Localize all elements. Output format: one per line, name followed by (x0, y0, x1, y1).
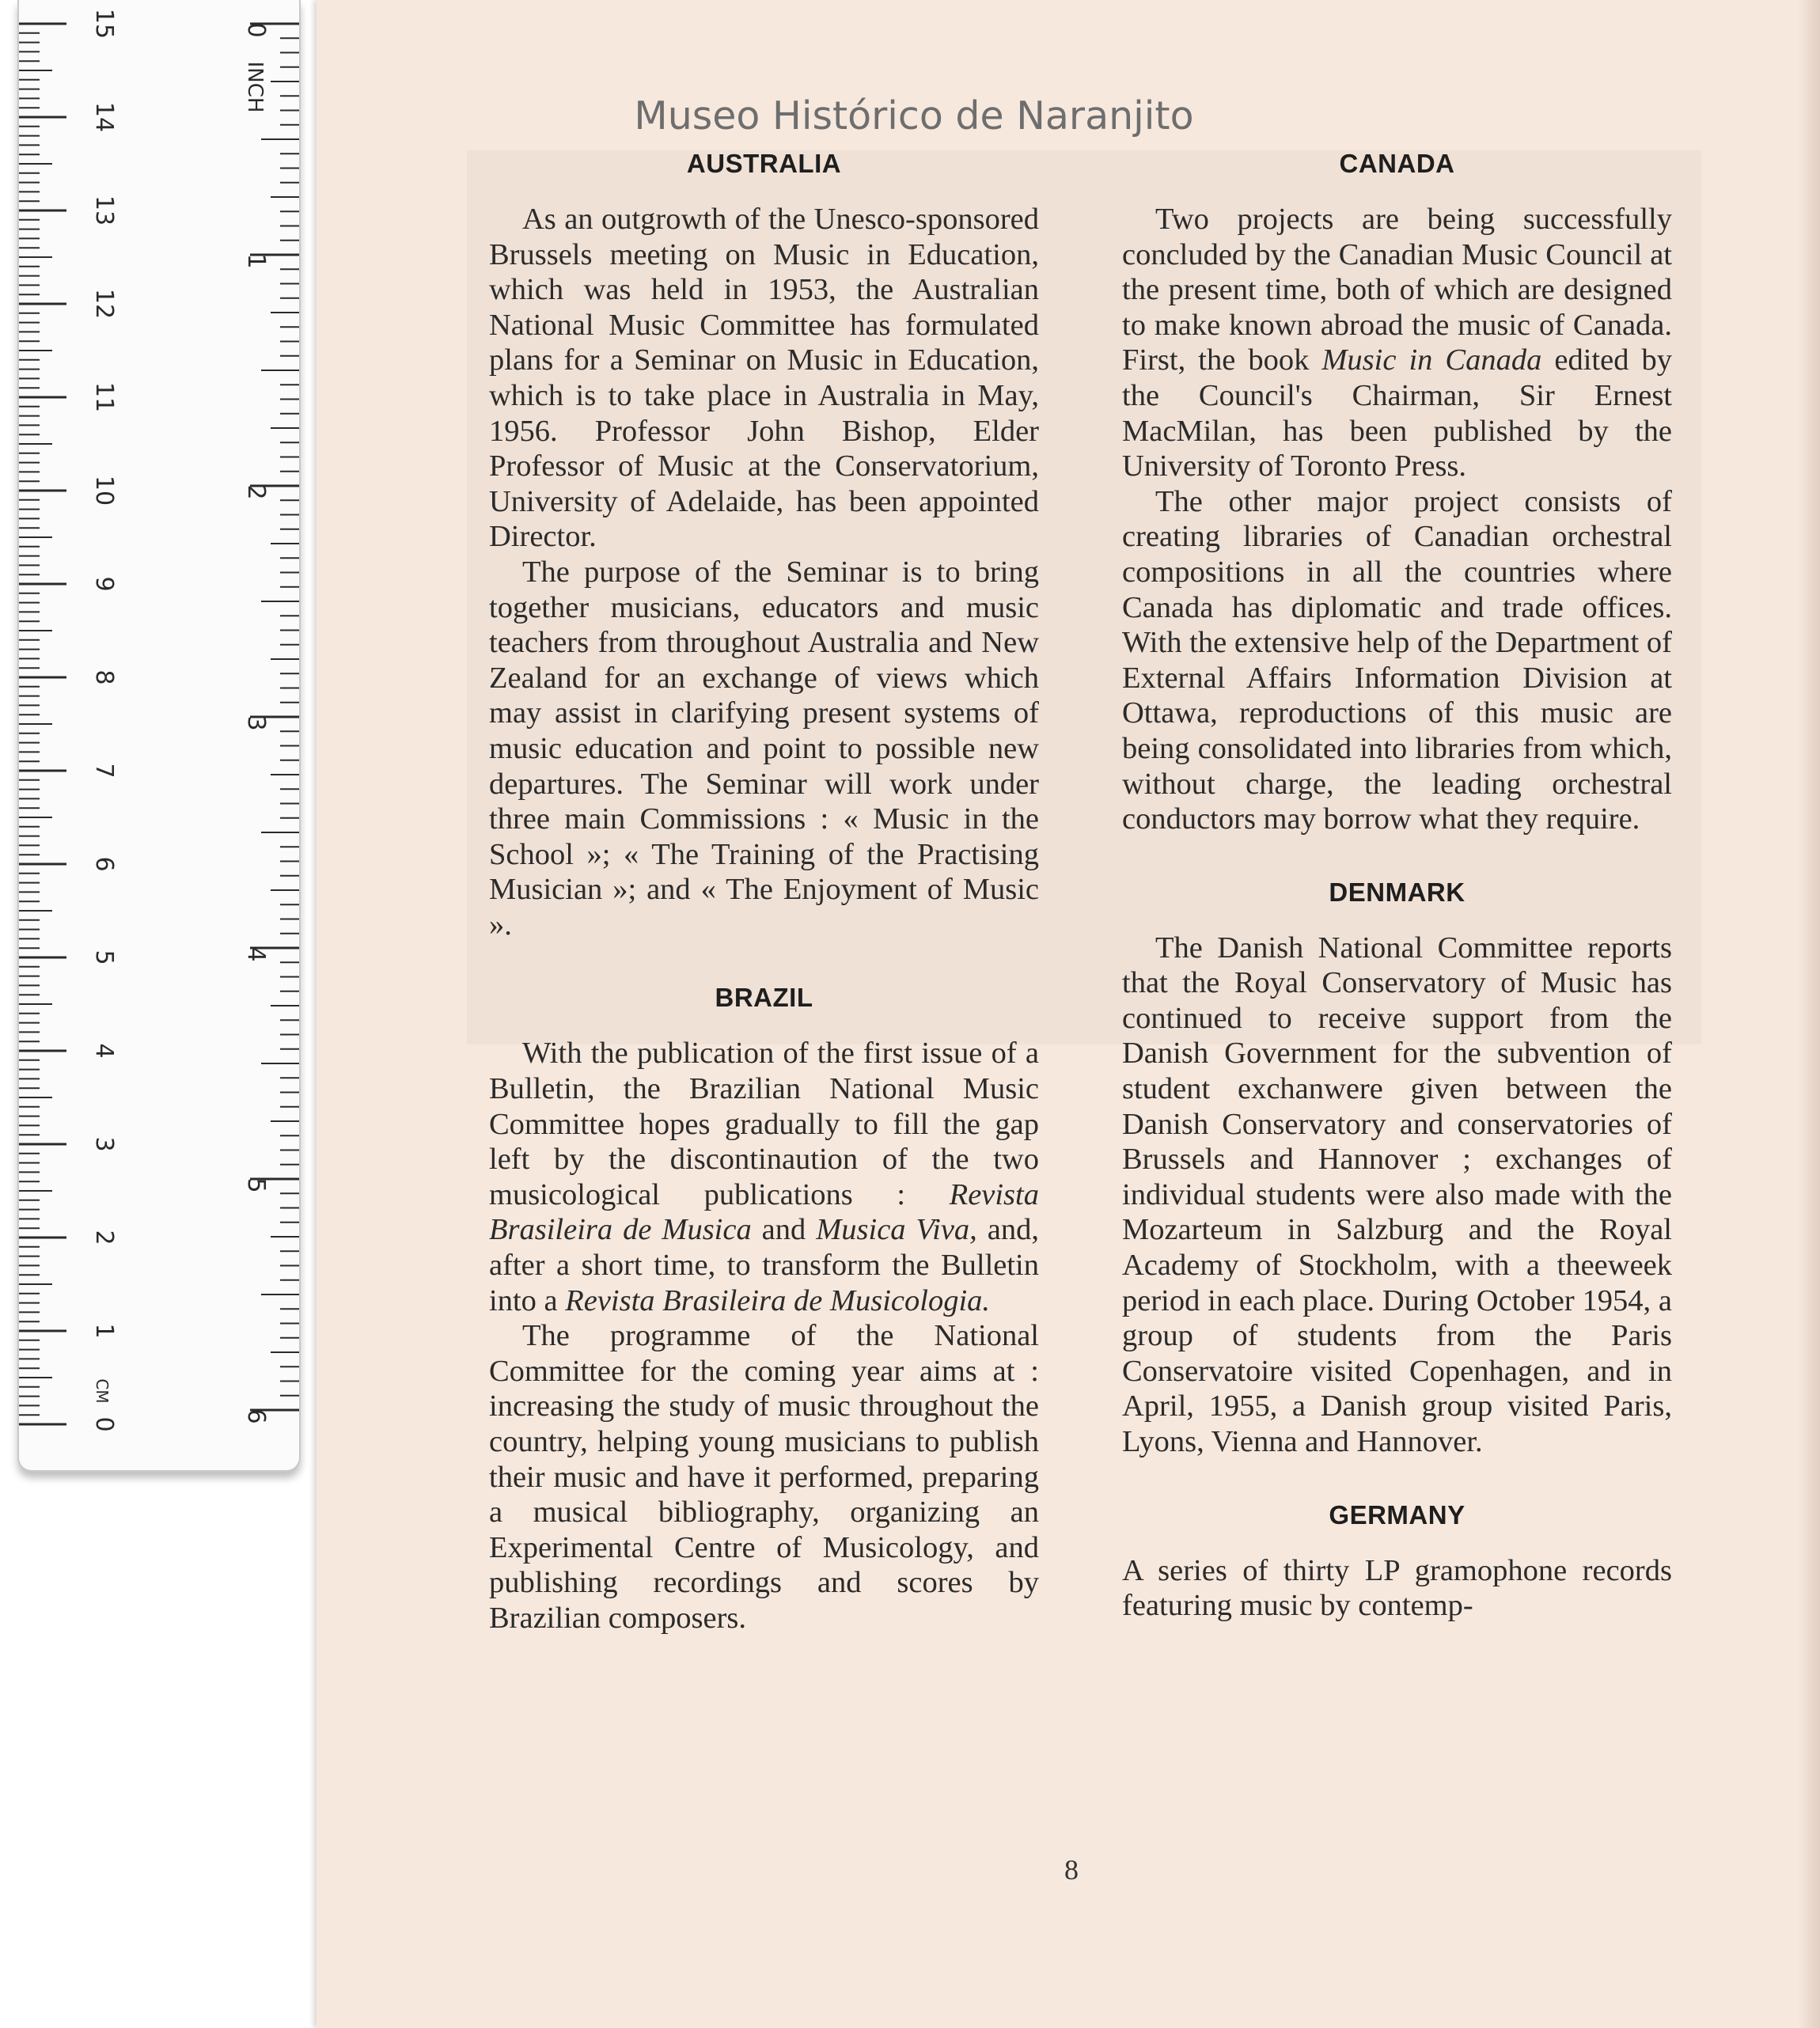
cm-number: 3 (90, 1136, 118, 1152)
australia-paragraph-1: As an outgrowth of the Unesco-sponsored Brussels meeting on Music in Education, which was held in 1953, the Australian National Music Committee has formulated plans for a Seminar on Music in Education, which is to take place in Australia in May, 1956. Professor John Bishop, Elder Professor of Music at the Conservatorium, University of Adelaide, has been appointed Director. (489, 203, 1039, 554)
inch-label: INCH (243, 61, 267, 113)
right-column (1122, 146, 1672, 1624)
canada-heading: CANADA (1339, 149, 1455, 178)
cm-number: 15 (90, 8, 118, 40)
cm-number: 2 (90, 1230, 118, 1245)
inch-number: 2 (242, 484, 270, 500)
brazil-paragraph-2: The programme of the National Committee for the coming year aims at : increasing the study of music throughout the country, helping young musicians to publish their music and have it performed, preparing a musical bibliography, organizing an Experimental Centre of Musicology, and publishing recordings and scores by Brazilian composers. (489, 1319, 1039, 1635)
canada-paragraph-1: Two projects are being successfully concluded by the Canadian Music Council at the present time, both of which are designed to make known abroad the music of Canada. First, the book Music in Canada edited by the Council's Chairman, Sir Ernest MacMilan, has been published by the University of Toronto Press. (1122, 203, 1672, 483)
cm-number: 9 (90, 576, 118, 592)
inch-number: 0 (242, 22, 270, 38)
inch-number: 5 (242, 1177, 270, 1193)
cm-number: 13 (90, 195, 118, 226)
inch-number: 6 (242, 1408, 270, 1424)
page-fold (1798, 0, 1820, 2028)
canada-paragraph-2: The other major project consists of creating libraries of Canadian orchestral compositions in all the countries where Canada has diplomatic and trade offices. With the extensive help of the Department of External Affairs Information Division at Ottawa, reproductions of this music are being consolidated into libraries from which, without charge, the leading orchestral conductors may borrow what they require. (1122, 484, 1672, 836)
page-number: 8 (1064, 1854, 1079, 1886)
brazil-heading: BRAZIL (715, 983, 813, 1013)
cm-number: 14 (90, 101, 118, 133)
ruler (17, 0, 301, 1472)
germany-heading: GERMANY (1329, 1499, 1465, 1530)
inch-number: 1 (242, 253, 270, 269)
cm-number: 7 (90, 763, 118, 779)
cm-number: 0 (90, 1416, 118, 1432)
brazil-paragraph-1: With the publication of the first issue of a Bulletin, the Brazilian National Music Committee hopes gradually to fill the gap left by the discontinaution of the two musicological publications : Revista Brasileira de Musica and Musica Viva, and, after a short time, to transform the Bulletin into a Revista Brasileira de Musicologia. (489, 1037, 1039, 1317)
booklet-page (317, 0, 1820, 2028)
cm-number: 11 (90, 381, 118, 413)
cm-number: 5 (90, 950, 118, 965)
cm-number: 8 (90, 669, 118, 685)
cm-label: CM (93, 1378, 112, 1404)
australia-heading: AUSTRALIA (686, 149, 842, 178)
cm-number: 1 (90, 1323, 118, 1339)
cm-number: 12 (90, 288, 118, 320)
germany-paragraph: A series of thirty LP gramophone records featuring music by contemp- (1122, 1553, 1672, 1623)
denmark-paragraph: The Danish National Committee reports that the Royal Conservatory of Music has continued to receive support from the Danish Government for the subvention of student exchanwere given between the Danish Conservatory and conservatories of Brussels and Hannover ; exchanges of individual students were also made with the Mozarteum in Salzburg and the Royal Academy of Stockholm, with a theeweek period in each place. During October 1954, a group of students from the Paris Conservatoire visited Copenhagen, and in April, 1955, a Danish group visited Paris, Lyons, Vienna and Hannover. (1122, 931, 1672, 1458)
cm-number: 6 (90, 856, 118, 872)
museum-watermark: Museo Histórico de Naranjito (634, 93, 1194, 138)
cm-number: 10 (90, 475, 118, 506)
denmark-heading: DENMARK (1329, 877, 1465, 907)
left-column (489, 146, 1039, 1636)
inch-number: 3 (242, 715, 270, 731)
inch-number: 4 (242, 946, 270, 962)
cm-number: 4 (90, 1043, 118, 1059)
ruler-scale (19, 0, 299, 1470)
australia-paragraph-2: The purpose of the Seminar is to bring together musicians, educators and music teachers from throughout Australia and New Zealand for an exchange of views which may assist in clarifying present systems of music education and point to possible new departures. The Seminar will work under three main Commissions : « Music in the School »; « The Training of the Practising Musician »; and « The Enjoyment of Music ». (489, 555, 1039, 942)
